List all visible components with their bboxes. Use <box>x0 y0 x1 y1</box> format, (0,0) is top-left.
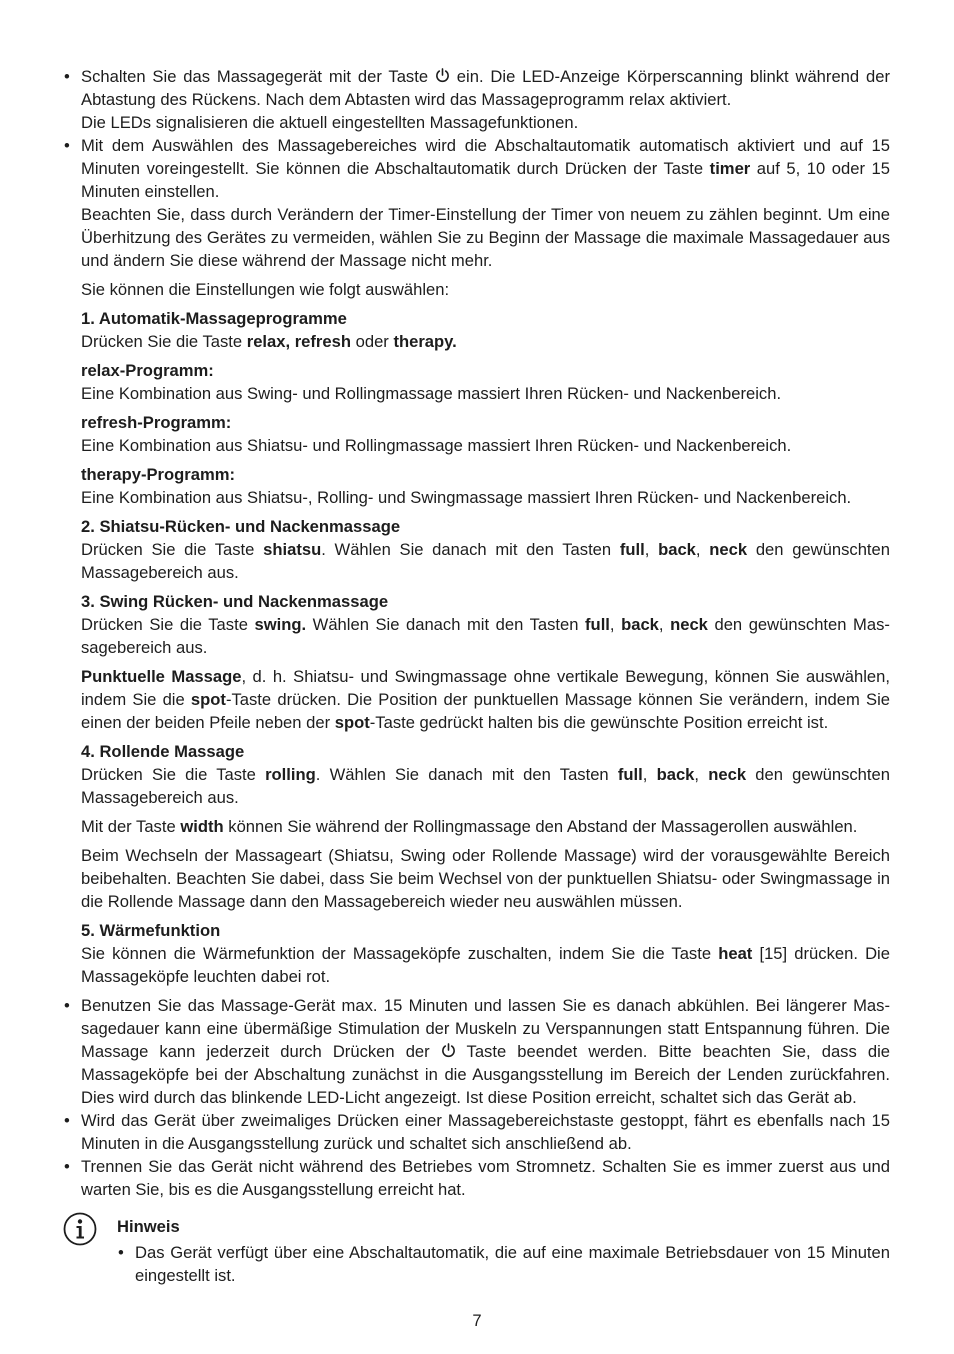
list-item-power-supply: • Trennen Sie das Gerät nicht während des Betriebes vom Stromnetz. Schalten Sie es immer zuerst aus und warten Sie, bis es die Ausgangsstellung erreicht hat. <box>64 1157 890 1199</box>
key-back: back <box>658 540 696 559</box>
list-item-stop: • Wird das Gerät über zweimaliges Drücken einer Massagebereichstaste gestoppt, fährt es ebenfalls nach 15 Minuten in die Ausgangsstellung zurück und schaltet sich anschließend ab. <box>64 1111 890 1153</box>
key-full: full <box>617 765 643 784</box>
key-rolling: rolling <box>265 765 316 784</box>
section-mode-change: Beim Wechseln der Massageart (Shiatsu, Swing oder Rollende Massage) wird der vorausgewählte Bereich beibehalten. Beachten Sie dabei, dass Sie beim Wechsel von der punktuellen Shiatsu- oder Swingmassage in die Rollende Massage dann den Massagebereich wieder neu auswählen müssen. <box>81 846 890 911</box>
note-title: Hinweis <box>117 1217 180 1236</box>
key-back: back <box>656 765 695 784</box>
key-back: back <box>621 615 659 634</box>
section-heading: 4. Rollende Massage <box>81 742 245 761</box>
bullet-dot: • <box>64 1157 70 1176</box>
key-neck: neck <box>709 540 748 559</box>
bullet-dot: • <box>64 1111 70 1130</box>
section-swing: 3. Swing Rücken- und Nackenmassage Drücken Sie die Taste swing. Wählen Sie danach mit den Tasten full, back, neck den gewünschten Massagebereich aus. <box>81 592 890 657</box>
section-heading: 2. Shiatsu-Rücken- und Nackenmassage <box>81 517 401 536</box>
key-neck: neck <box>670 615 708 634</box>
section-width: Mit der Taste width können Sie während der Rollingmassage den Abstand der Massagerollen auswählen. <box>81 817 858 836</box>
key-heat: heat <box>718 944 753 963</box>
bullet-dot: • <box>64 67 70 86</box>
key-timer: timer <box>709 159 751 178</box>
section-heading: 5. Wärmefunktion <box>81 921 221 940</box>
section-heat: 5. Wärmefunktion Sie können die Wärmefunktion der Massageköpfe zuschalten, indem Sie die Taste heat [15] drücken. Die Massageköpfe leuchten dabei rot. <box>81 921 890 986</box>
section-rolling: 4. Rollende Massage Drücken Sie die Taste rolling. Wählen Sie danach mit den Tasten full, back, neck den gewünschten Massagebereich aus. <box>81 742 890 807</box>
info-icon <box>63 1212 97 1246</box>
bullet-dot: • <box>64 136 70 155</box>
key-spot: spot <box>334 713 370 732</box>
section-spot-massage: Punktuelle Massage, d. h. Shiatsu- und Swingmassage ohne vertikale Bewegung, können Sie auswählen, indem Sie die spot-Taste drücken. Die Position der punktuellen Massage können Sie verändern, indem Sie einen der beiden Pfeile neben der spot-Taste gedrückt halten bis die gewünschte Position erreicht ist. <box>81 667 890 732</box>
section-shiatsu: 2. Shiatsu-Rücken- und Nackenmassage Drücken Sie die Taste shiatsu. Wählen Sie danach mit den Tasten full, back, neck den gewünschten Massagebereich aus. <box>81 517 890 582</box>
section-auto-programs: 1. Automatik-Massageprogramme Drücken Sie die Taste relax, refresh oder therapy. <box>81 309 457 351</box>
key-swing: swing. <box>254 615 307 634</box>
list-item-timer: • Mit dem Auswählen des Massagebereiches wird die Abschaltautomatik automatisch aktiviert und auf 15 Minuten voreingestellt. Sie können die Abschaltautomatik durch Drücken der Taste timer auf 5, 10 oder 15 Minuten einstellen. Beachten Sie, dass durch Verändern der Timer-Einstellung der Timer von neuem zu zählen beginnt. Um eine Überhitzung des Gerätes zu vermeiden, wählen Sie zu Beginn der Massage die maximale Massagedauer aus und ändern Sie diese während der Massage nicht mehr. Sie können die Einstellungen wie folgt auswählen: <box>64 136 890 299</box>
section-therapy-program: therapy-Programm: Eine Kombination aus Shiatsu-, Rolling- und Swingmassage massiert Ihren Rücken- und Nackenbereich. <box>81 465 852 507</box>
power-icon <box>441 1042 456 1059</box>
key-punktuelle-massage: Punktuelle Massage <box>81 667 242 686</box>
key-full: full <box>585 615 610 634</box>
section-heading: relax-Programm: <box>81 361 214 380</box>
bullet-dot: • <box>64 996 70 1015</box>
manual-content <box>63 65 890 1201</box>
key-shiatsu: shiatsu <box>263 540 322 559</box>
list-item-duration: • Benutzen Sie das Massage-Gerät max. 15 Minuten und lassen Sie es danach abkühlen. Bei längerer Massagedauer kann eine übermäßige Stimulation der Muskeln zu Verspannungen statt Entspannung führen. Die Massage kann jederzeit durch Drücken der Taste beendet werden. Bitte beachten Sie, dass die Massageköpfe bei der Abschaltung zunächst in die Ausgangsstellung im Bereich der Lenden zurückfahren. Dies wird durch das blinkende LED-Licht angezeigt. Ist diese Position erreicht, schaltet sich das Gerät ab. <box>64 996 890 1107</box>
section-relax-program: relax-Programm: Eine Kombination aus Swing- und Rollingmassage massiert Ihren Rücken- und Nackenbereich. <box>81 361 782 403</box>
key-therapy: therapy. <box>393 332 457 351</box>
section-heading: refresh-Programm: <box>81 413 232 432</box>
section-heading: 3. Swing Rücken- und Nackenmassage <box>81 592 389 611</box>
note-list <box>117 1241 890 1287</box>
key-relax-refresh: relax, refresh <box>246 332 351 351</box>
power-icon <box>435 67 450 84</box>
section-heading: 1. Automatik-Massageprogramme <box>81 309 347 328</box>
section-refresh-program: refresh-Programm: Eine Kombination aus Shiatsu- und Rollingmassage massiert Ihren Rücken- und Nackenbereich. <box>81 413 792 455</box>
key-neck: neck <box>708 765 747 784</box>
settings-intro: Sie können die Einstellungen wie folgt auswählen: <box>81 280 450 299</box>
list-item-note: • Das Gerät verfügt über eine Abschaltautomatik, die auf eine maximale Betriebsdauer von 15 Minuten eingestellt ist. <box>118 1243 890 1285</box>
section-heading: therapy-Programm: <box>81 465 235 484</box>
list-item-power-on: • Schalten Sie das Massagegerät mit der Taste ein. Die LED-Anzeige Körperscanning blinkt während der Abtastung des Rückens. Nach dem Abtasten wird das Massageprogramm relax aktiviert. Die LEDs signalisieren die aktuell eingestellten Massagefunktionen. <box>64 67 890 132</box>
key-spot: spot <box>190 690 226 709</box>
bullet-dot: • <box>118 1243 124 1262</box>
key-full: full <box>619 540 645 559</box>
page-number: 7 <box>472 1311 482 1330</box>
key-width: width <box>180 817 224 836</box>
